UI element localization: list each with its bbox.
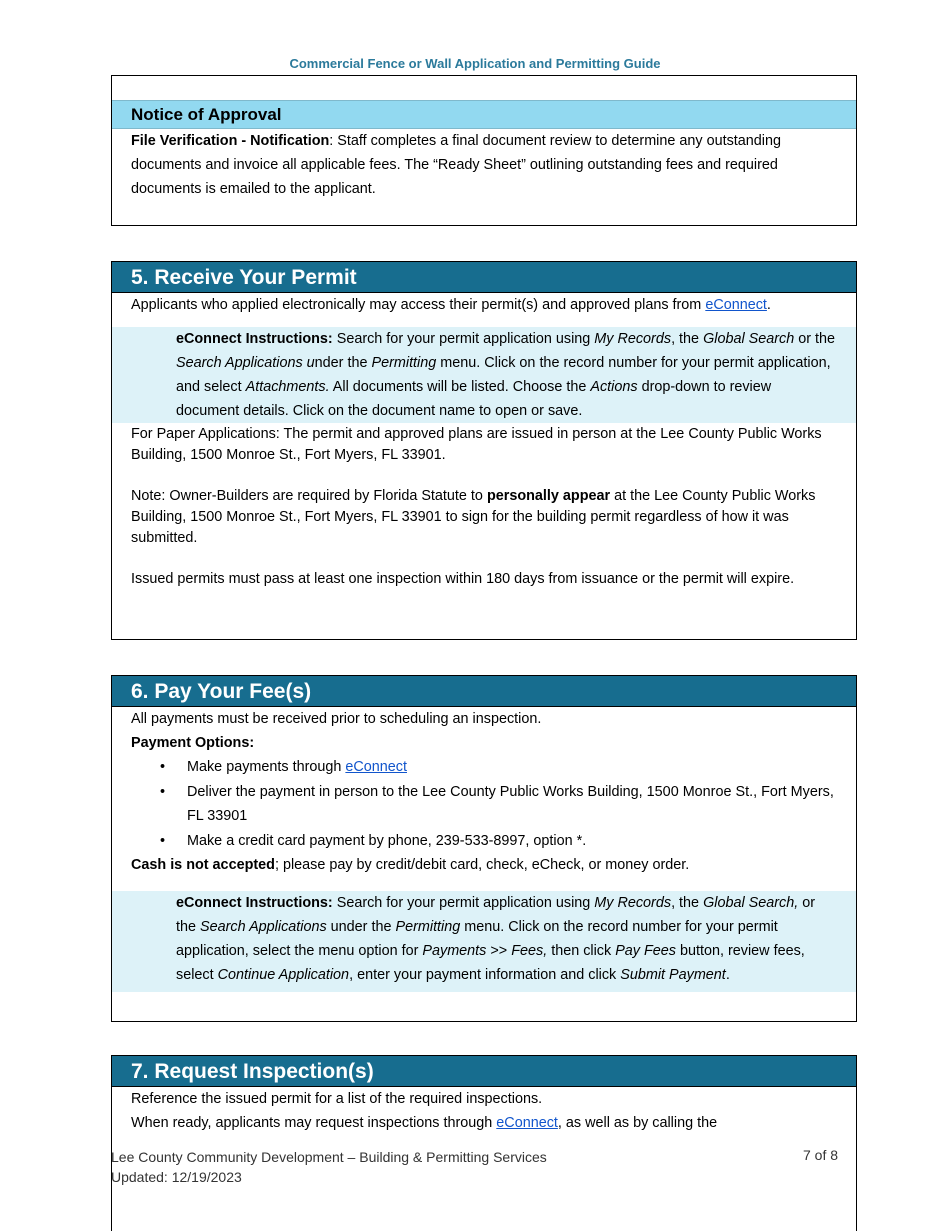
inst-term: Permitting xyxy=(371,355,437,371)
inst-text: nder the xyxy=(314,355,372,371)
section5-econnect-instructions xyxy=(112,327,856,423)
inst-text: button, review fees, select xyxy=(176,943,805,983)
bullet-icon: • xyxy=(160,759,166,775)
inst-term: Search Applications xyxy=(200,919,327,935)
bullet-icon: • xyxy=(160,833,166,849)
inst-text: or the xyxy=(176,895,816,935)
inst-term: Global Search xyxy=(703,331,795,347)
section5-intro xyxy=(112,293,856,317)
section-pay-fees xyxy=(111,675,857,1022)
inst-text: then click xyxy=(547,943,616,959)
issued-permits-note: Issued permits must pass at least one inspection within 180 days from issuance or the permit will expire. xyxy=(131,571,795,587)
page-footer xyxy=(111,1147,547,1187)
econnect-link[interactable]: eConnect xyxy=(345,759,407,775)
section-receive-permit xyxy=(111,261,857,640)
inst-term: Attachments. xyxy=(245,379,330,395)
inst-term: Actions xyxy=(590,379,638,395)
inst-term: Search Applications u xyxy=(176,355,315,371)
inst-text: under the xyxy=(326,919,396,935)
note-text: Note: Owner-Builders are required by Florida Statute to xyxy=(131,488,487,504)
inst-term: Permitting xyxy=(395,919,461,935)
page-number: 7 of 8 xyxy=(803,1147,839,1163)
inst-text: menu. Click on the record number for your permit application, select the menu option for xyxy=(176,919,778,959)
inst-term: Payments xyxy=(422,943,487,959)
option-text: Make a credit card payment by phone, 239-533-8997, option *. xyxy=(187,833,587,849)
list-item xyxy=(160,829,837,853)
cash-bold: Cash is not accepted xyxy=(131,857,275,873)
inst-text: >> xyxy=(486,943,512,959)
option-text: Make payments through xyxy=(187,759,346,775)
section7-line2 xyxy=(112,1111,856,1135)
note-text: at the Lee County Public Works Building, 1500 Monroe St., Fort Myers, FL 33901 to sign for the building permit regardless of how it was submitted. xyxy=(131,488,816,546)
footer-org: Lee County Community Development – Building & Permitting Services xyxy=(111,1149,547,1165)
inst-term: My Records xyxy=(594,895,672,911)
list-item xyxy=(160,755,837,779)
section5-intro-text: Applicants who applied electronically may access their permit(s) and approved plans from xyxy=(131,297,706,313)
option-text: Deliver the payment in person to the Lee County Public Works Building, 1500 Monroe St., Fort Myers, FL 33901 xyxy=(187,784,834,824)
inst-label: eConnect Instructions: xyxy=(176,895,333,911)
list-item xyxy=(160,780,837,828)
line2-text: , as well as by calling the xyxy=(557,1115,718,1131)
inst-text: drop-down to review document details. Click on the document name to open or save. xyxy=(176,379,772,419)
note-bold: personally appear xyxy=(486,488,611,504)
inst-text: menu. Click on the record number for your permit application, and select xyxy=(176,355,831,395)
document-title: Commercial Fence or Wall Application and Permitting Guide xyxy=(289,56,661,71)
notice-heading: Notice of Approval xyxy=(112,100,856,129)
inst-label: eConnect Instructions: xyxy=(176,331,333,347)
inst-term: Submit Payment xyxy=(620,967,726,983)
line2-text: When ready, applicants may request inspections through xyxy=(131,1115,497,1131)
inst-term: Global Search, xyxy=(703,895,799,911)
footer-updated: Updated: 12/19/2023 xyxy=(111,1169,242,1185)
notice-paragraph xyxy=(112,129,856,201)
owner-builder-note xyxy=(112,486,856,549)
section6-intro: All payments must be received prior to scheduling an inspection. xyxy=(131,711,542,727)
section6-heading: 6. Pay Your Fee(s) xyxy=(112,676,856,707)
section5-heading: 5. Receive Your Permit xyxy=(112,262,856,293)
inst-term: My Records xyxy=(594,331,672,347)
notice-of-approval-box xyxy=(111,75,857,226)
paper-applications: For Paper Applications: The permit and approved plans are issued in person at the Lee County Public Works Building, 1500 Monroe St., Fort Myers, FL 33901. xyxy=(131,426,822,463)
notice-text: : Staff completes a final document review to determine any outstanding documents and invoice all applicable fees. The “Ready Sheet” outlining outstanding fees and required documents is emailed to the applicant. xyxy=(131,133,781,197)
inst-text: , the xyxy=(671,331,704,347)
inst-text: , enter your payment information and click xyxy=(349,967,621,983)
inst-text: or the xyxy=(794,331,836,347)
inst-term: Fees, xyxy=(511,943,548,959)
inst-text: All documents will be listed. Choose the xyxy=(329,379,591,395)
inst-term: Continue Application xyxy=(217,967,350,983)
section6-econnect-instructions xyxy=(112,891,856,992)
section5-intro-end: . xyxy=(766,297,771,313)
section7-heading: 7. Request Inspection(s) xyxy=(112,1056,856,1087)
econnect-link[interactable]: eConnect xyxy=(705,297,767,313)
inst-text: , the xyxy=(671,895,704,911)
inst-text: Search for your permit application using xyxy=(332,331,595,347)
section7-line1: Reference the issued permit for a list of the required inspections. xyxy=(131,1091,543,1107)
bullet-icon: • xyxy=(160,784,166,800)
inst-text: . xyxy=(725,967,730,983)
payment-options-list xyxy=(112,755,856,853)
payment-options-text: Payment Options: xyxy=(131,735,255,751)
payment-options-label xyxy=(112,731,856,755)
inst-term: Pay Fees xyxy=(615,943,676,959)
cash-not-accepted xyxy=(112,853,856,877)
cash-text: ; please pay by credit/debit card, check, eCheck, or money order. xyxy=(274,857,690,873)
notice-label: File Verification - Notification xyxy=(131,133,330,149)
inst-text: Search for your permit application using xyxy=(332,895,595,911)
section-request-inspections xyxy=(111,1055,857,1231)
econnect-link[interactable]: eConnect xyxy=(496,1115,558,1131)
